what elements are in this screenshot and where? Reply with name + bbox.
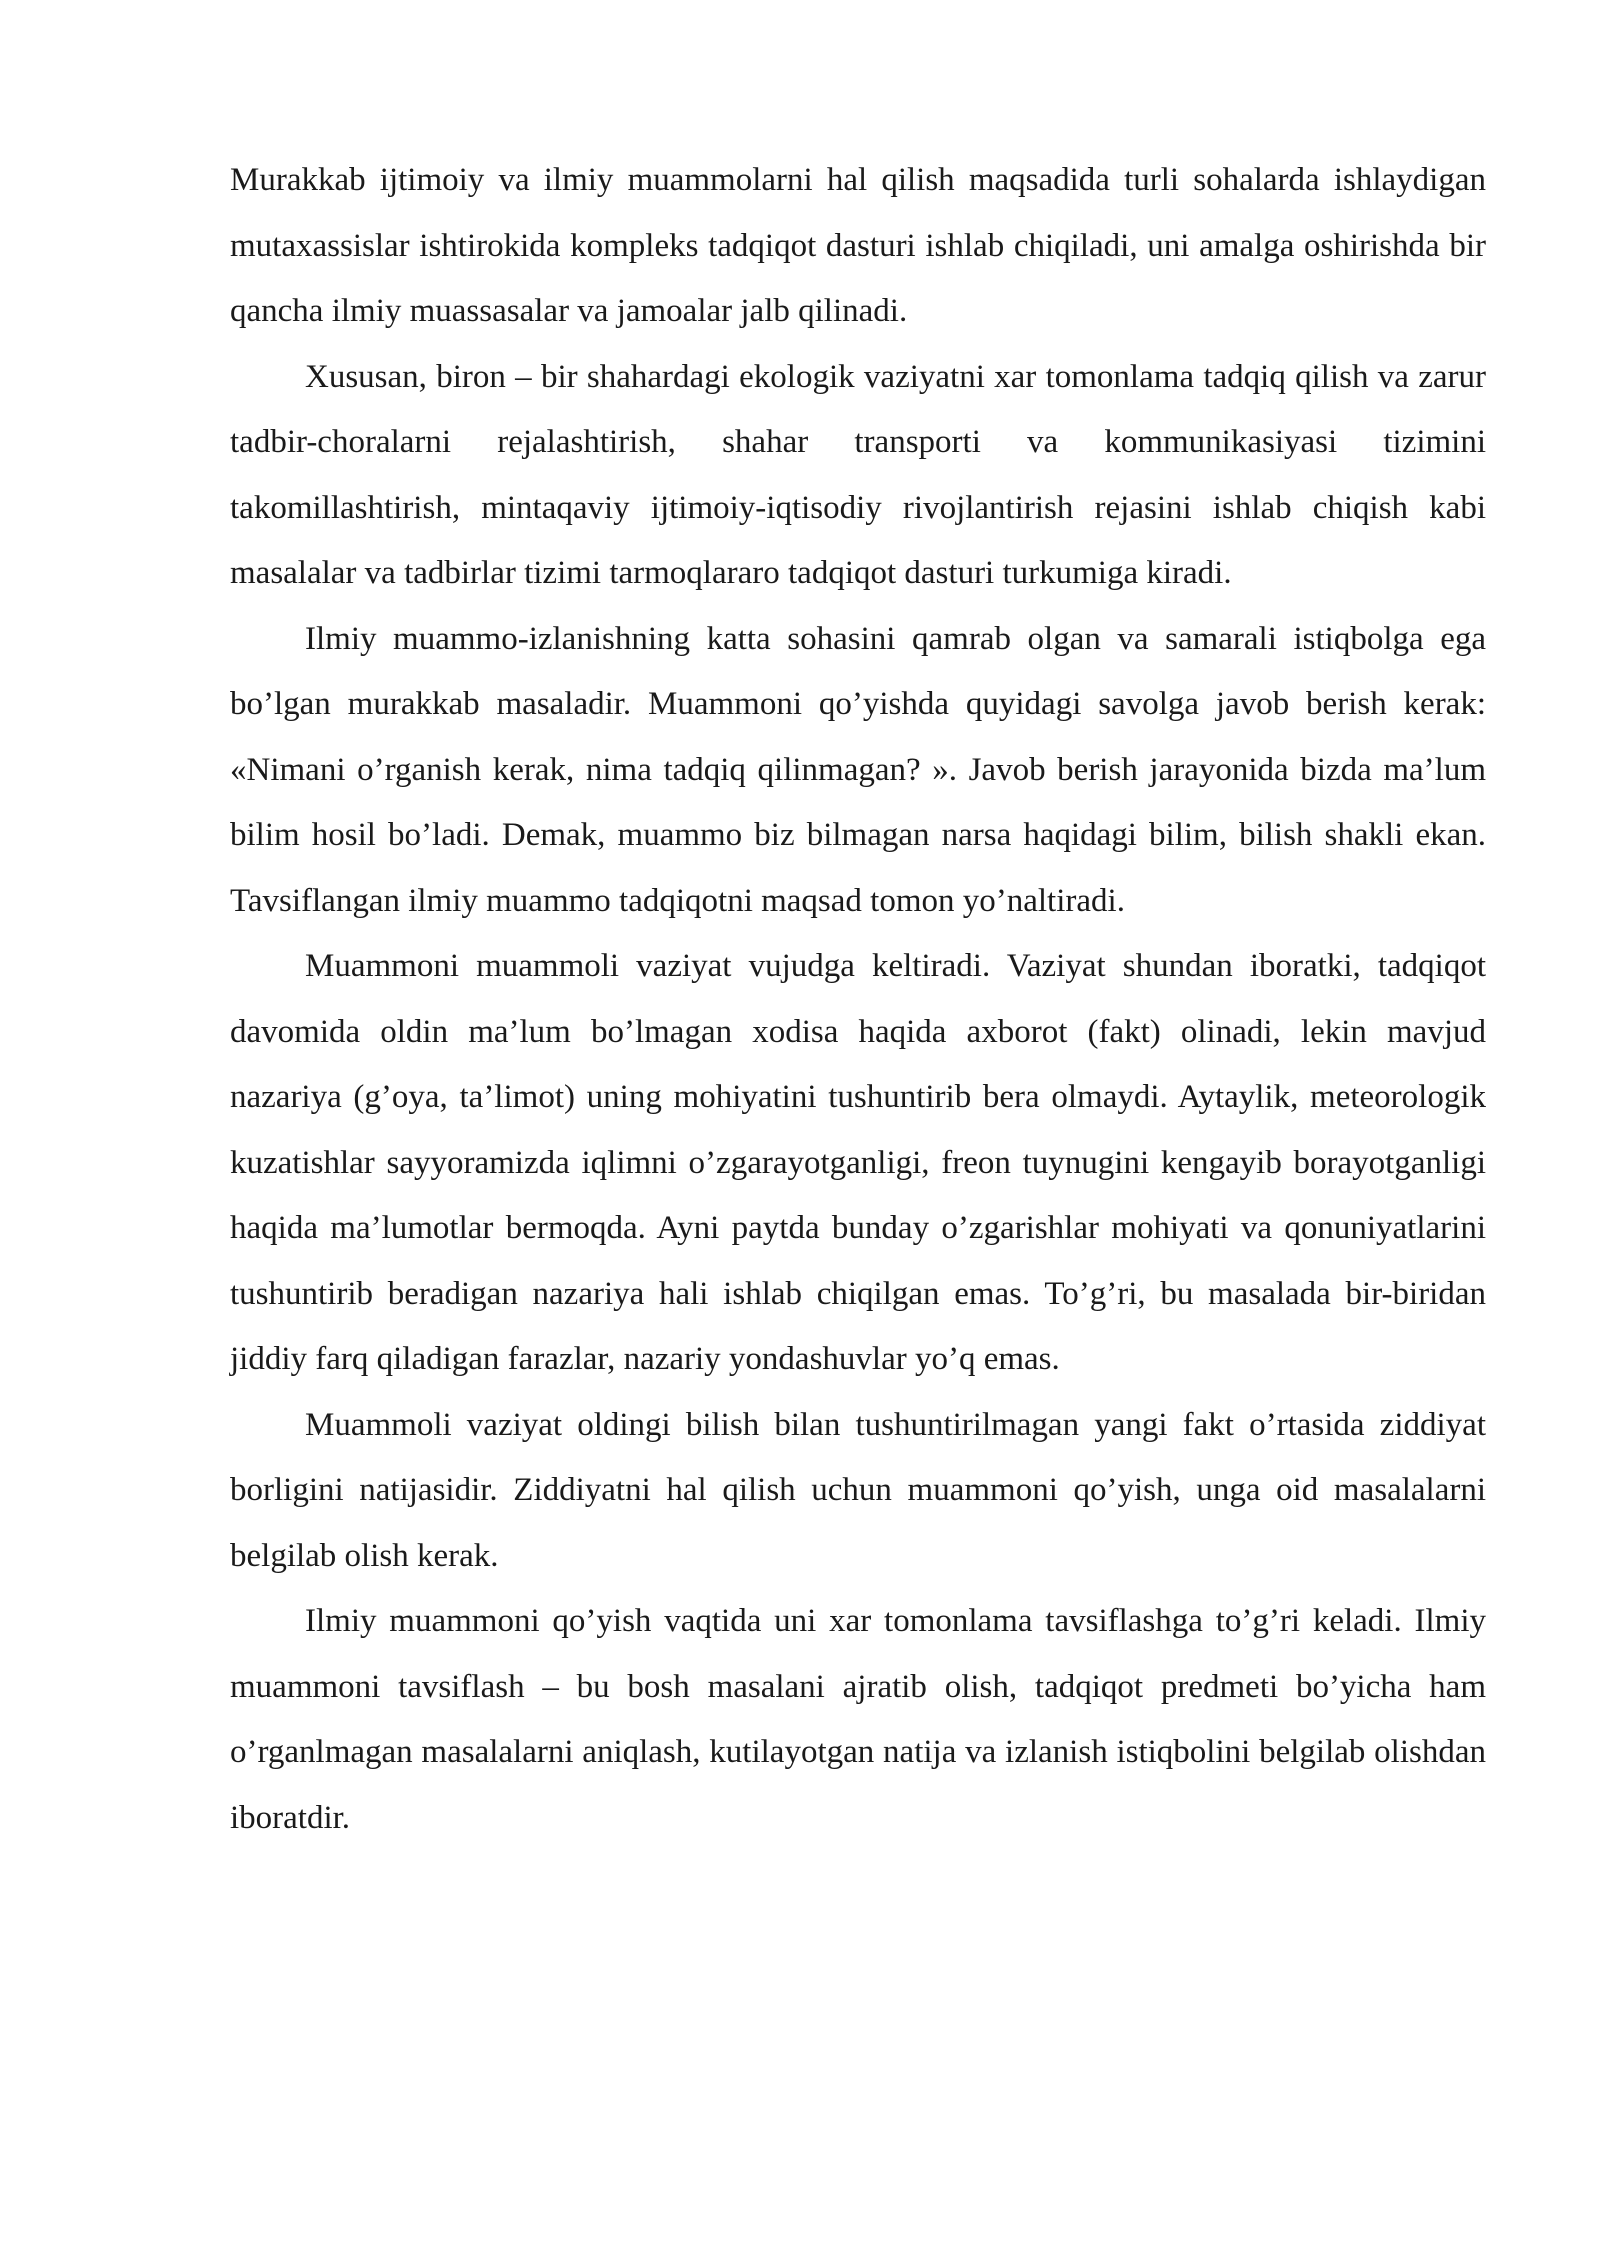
paragraph-6: Ilmiy muammoni qo’yish vaqtida uni xar tomonlama tavsiflashga to’g’ri keladi. Ilmiy muammoni tavsiflash – bu bosh masalani ajratib olish, tadqiqot predmeti bo’yicha ham o’rganlmagan masalalarni aniqlash, kutilayotgan natija va izlanish istiqbolini belgilab olishdan iboratdir. (230, 1603, 1486, 1836)
paragraph-5: Muammoli vaziyat oldingi bilish bilan tushuntirilmagan yangi fakt o’rtasida ziddiyat borligini natijasidir. Ziddiyatni hal qilish uchun muammoni qo’yish, unga oid masalalarni belgilab olish kerak. (230, 1406, 1486, 1574)
paragraph-1: Murakkab ijtimoiy va ilmiy muammolarni hal qilish maqsadida turli sohalarda ishlaydigan mutaxassislar ishtirokida kompleks tadqiqot dasturi ishlab chiqiladi, uni amalga oshirishda bir qancha ilmiy muassasalar va jamoalar jalb qilinadi. (230, 162, 1486, 329)
paragraph-4: Muammoni muammoli vaziyat vujudga keltiradi. Vaziyat shundan iboratki, tadqiqot davomida oldin ma’lum bo’lmagan xodisa haqida axborot (fakt) olinadi, lekin mavjud nazariya (g’oya, ta’limot) uning mohiyatini tushuntirib bera olmaydi. Aytaylik, meteorologik kuzatishlar sayyoramizda iqlimni o’zgarayotganligi, freon tuynugini kengayib borayotganligi haqida ma’lumotlar bermoqda. Ayni paytda bunday o’zgarishlar mohiyati va qonuniyatlarini tushuntirib beradigan nazariya hali ishlab chiqilgan emas. To’g’ri, bu masalada bir-biridan jiddiy farq qiladigan farazlar, nazariy yondashuvlar yo’q emas. (230, 948, 1486, 1377)
paragraph-3: Ilmiy muammo-izlanishning katta sohasini qamrab olgan va samarali istiqbolga ega bo’lgan murakkab masaladir. Muammoni qo’yishda quyidagi savolga javob berish kerak: «Nimani o’rganish kerak, nima tadqiq qilinmagan? ». Javob berish jarayonida bizda ma’lum bilim hosil bo’ladi. Demak, muammo biz bilmagan narsa haqidagi bilim, bilish shakli ekan. Tavsiflangan ilmiy muammo tadqiqotni maqsad tomon yo’naltiradi. (230, 620, 1486, 919)
paragraph-2: Xususan, biron – bir shahardagi ekologik vaziyatni xar tomonlama tadqiq qilish va zarur tadbir-choralarni rejalashtirish, shahar transporti va kommunikasiyasi tizimini takomillashtirish, mintaqaviy ijtimoiy-iqtisodiy rivojlantirish rejasini ishlab chiqish kabi masalalar va tadbirlar tizimi tarmoqlararo tadqiqot dasturi turkumiga kiradi. (230, 358, 1486, 591)
document-body (230, 148, 1486, 1851)
